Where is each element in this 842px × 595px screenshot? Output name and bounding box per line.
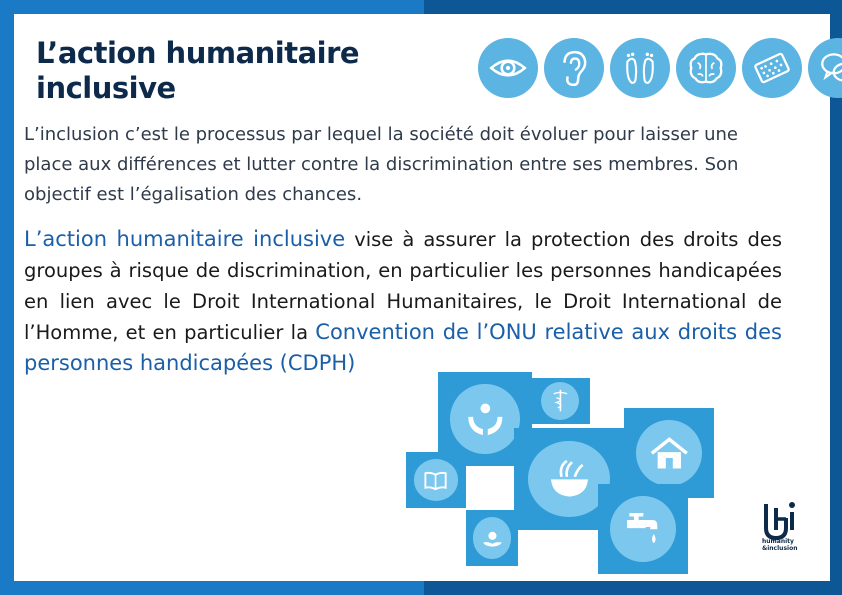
brain-icon <box>676 38 736 98</box>
inclusive-action-paragraph <box>24 224 782 379</box>
ear-icon <box>544 38 604 98</box>
inclusive-action-lead: L’action humanitaire inclusive <box>24 227 346 251</box>
braille-card-icon <box>742 38 802 98</box>
speech-bubbles-icon <box>808 38 842 98</box>
logo-wordmark <box>762 538 797 552</box>
livelihood-hand-icon <box>466 510 518 566</box>
water-tap-icon <box>598 484 688 574</box>
medical-caduceus-icon <box>530 378 590 424</box>
feet-icon <box>610 38 670 98</box>
inclusive-action-body: vise à assurer la protection des droits des groupes à risque de discrimination, en particulier les personnes handicapées en lien avec le Droit International Humanitaires, le Droit International de l’Homme, et en particulier la <box>24 228 782 344</box>
eye-icon <box>478 38 538 98</box>
sense-icons-row <box>478 38 842 98</box>
logo-line-2: &inclusion <box>762 545 798 552</box>
cdph-convention-link: Convention de l’ONU relative aux droits des personnes handicapées (CDPH) <box>24 320 782 375</box>
education-book-icon <box>406 452 466 508</box>
page-title: L’action humanitaire inclusive <box>36 36 360 105</box>
inclusion-definition: L’inclusion c’est le processus par lequel la société doit évoluer pour laisser une place aux différences et lutter contre la discrimination entre ses membres. Son objectif est l’égalisation des chances. <box>24 124 739 204</box>
logo-line-1: humanity <box>762 538 794 545</box>
